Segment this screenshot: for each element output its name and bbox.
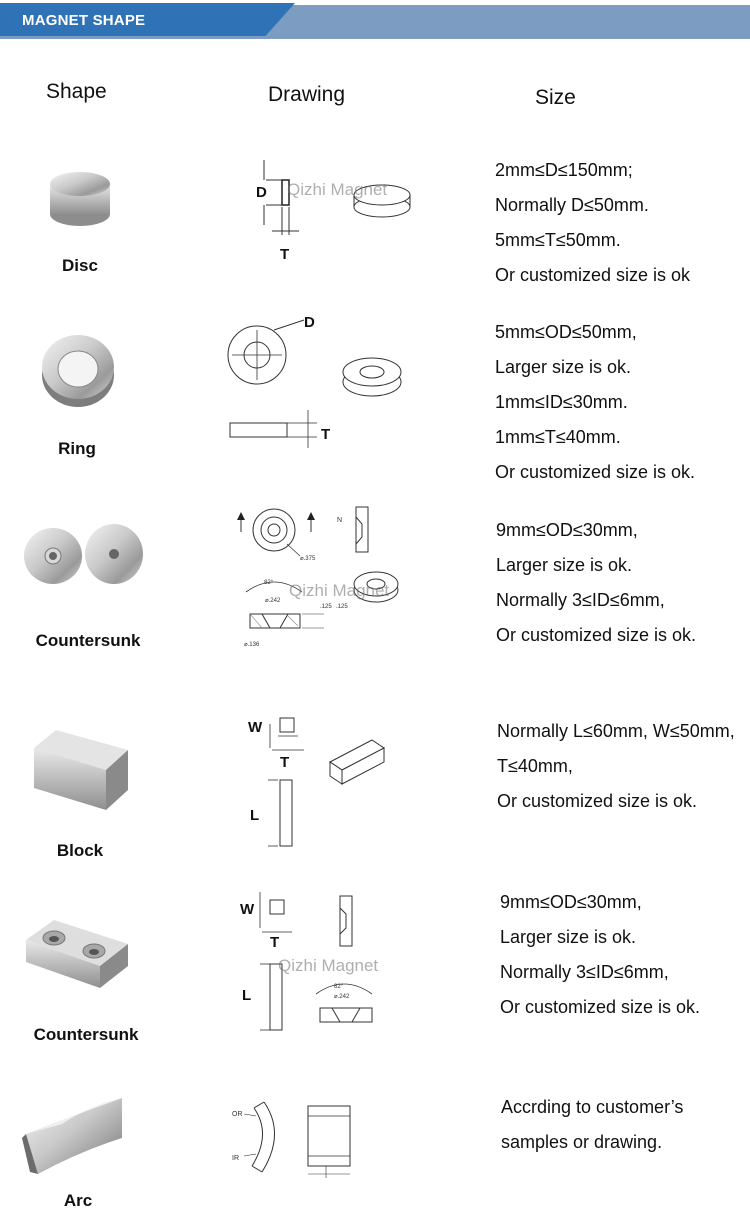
size-line: Accrding to customer’s — [501, 1097, 684, 1117]
size-list — [495, 153, 690, 293]
size-line: Normally D≤50mm. — [495, 195, 649, 215]
column-header-shape: Shape — [46, 80, 107, 103]
size-line: Larger size is ok. — [495, 357, 632, 377]
drawing-label-t: T — [270, 934, 280, 951]
shape-label: Countersunk — [33, 1025, 139, 1044]
drawing-label-d: D — [304, 314, 315, 331]
size-line: Or customized size is ok. — [497, 791, 698, 811]
size-list — [501, 1090, 683, 1160]
drawing-label-l: L — [250, 807, 260, 824]
size-line: 2mm≤D≤150mm; — [495, 160, 633, 180]
drawing-label: 82° — [264, 580, 274, 586]
watermark: Qizhi Magnet — [278, 956, 379, 975]
shape-label: Arc — [63, 1191, 93, 1210]
drawing-label: ⌀.375 — [300, 556, 316, 562]
watermark: Qizhi Magnet — [289, 581, 390, 600]
size-line: Or customized size is ok. — [495, 462, 696, 482]
drawing-label: ⌀.136 — [244, 642, 260, 648]
banner-title: MAGNET SHAPE — [22, 12, 146, 29]
shape-label: Disc — [62, 256, 98, 275]
drawing-label: N — [337, 517, 343, 524]
drawing-label-d: D — [256, 184, 267, 201]
watermark: Qizhi Magnet — [287, 180, 388, 199]
drawing-label-or: OR — [232, 1111, 243, 1118]
size-list — [496, 513, 696, 653]
arc-magnet-icon — [22, 1094, 128, 1176]
size-line: 5mm≤OD≤50mm, — [495, 322, 637, 342]
size-line: 1mm≤T≤40mm. — [495, 427, 621, 447]
drawing-label: ⌀.242 — [334, 994, 350, 1000]
size-line: 1mm≤ID≤30mm. — [495, 392, 628, 412]
ring-magnet-icon — [38, 325, 120, 411]
size-line: Normally 3≤ID≤6mm, — [500, 962, 669, 982]
size-list — [497, 714, 735, 819]
drawing-label: ⌀.242 — [265, 598, 281, 604]
drawing-label-ir: IR — [232, 1155, 239, 1162]
size-line: 9mm≤OD≤30mm, — [500, 892, 642, 912]
size-line: Or customized size is ok. — [496, 625, 697, 645]
drawing-label-w: W — [248, 719, 263, 736]
size-line: Or customized size is ok. — [500, 997, 701, 1017]
shape-label: Block — [56, 841, 104, 860]
block-technical-drawing — [244, 710, 394, 860]
column-header-drawing: Drawing — [268, 83, 346, 106]
size-line: samples or drawing. — [501, 1132, 663, 1152]
column-header-size: Size — [535, 86, 576, 109]
size-line: 5mm≤T≤50mm. — [495, 230, 621, 250]
drawing-label: 82° — [334, 984, 344, 990]
size-line: 9mm≤OD≤30mm, — [496, 520, 638, 540]
drawing-label: .125 — [320, 604, 332, 610]
block-magnet-icon — [30, 728, 130, 812]
size-line: Larger size is ok. — [500, 927, 637, 947]
countersunk-disc-magnet-icon — [22, 520, 146, 586]
shape-label: Ring — [58, 439, 96, 458]
size-line: T≤40mm, — [497, 756, 573, 776]
drawing-label-l: L — [242, 987, 252, 1004]
section-banner — [0, 0, 750, 40]
drawing-label-t: T — [280, 754, 290, 771]
countersunk-disc-technical-drawing — [232, 502, 412, 654]
disc-magnet-icon — [42, 162, 118, 232]
size-line: Normally L≤60mm, W≤50mm, — [497, 721, 735, 741]
ring-technical-drawing — [222, 310, 422, 450]
size-line: Normally 3≤ID≤6mm, — [496, 590, 665, 610]
size-line: Larger size is ok. — [496, 555, 633, 575]
size-list — [495, 315, 695, 490]
shape-label: Countersunk — [35, 631, 141, 650]
size-list — [500, 885, 700, 1025]
countersunk-block-magnet-icon — [24, 918, 130, 990]
disc-technical-drawing — [244, 155, 424, 270]
drawing-label-w: W — [240, 901, 255, 918]
drawing-label-t: T — [280, 246, 290, 263]
arc-technical-drawing — [226, 1096, 366, 1186]
drawing-label: .125 — [336, 604, 348, 610]
size-line: Or customized size is ok — [495, 265, 691, 285]
drawing-label-t: T — [321, 426, 331, 443]
